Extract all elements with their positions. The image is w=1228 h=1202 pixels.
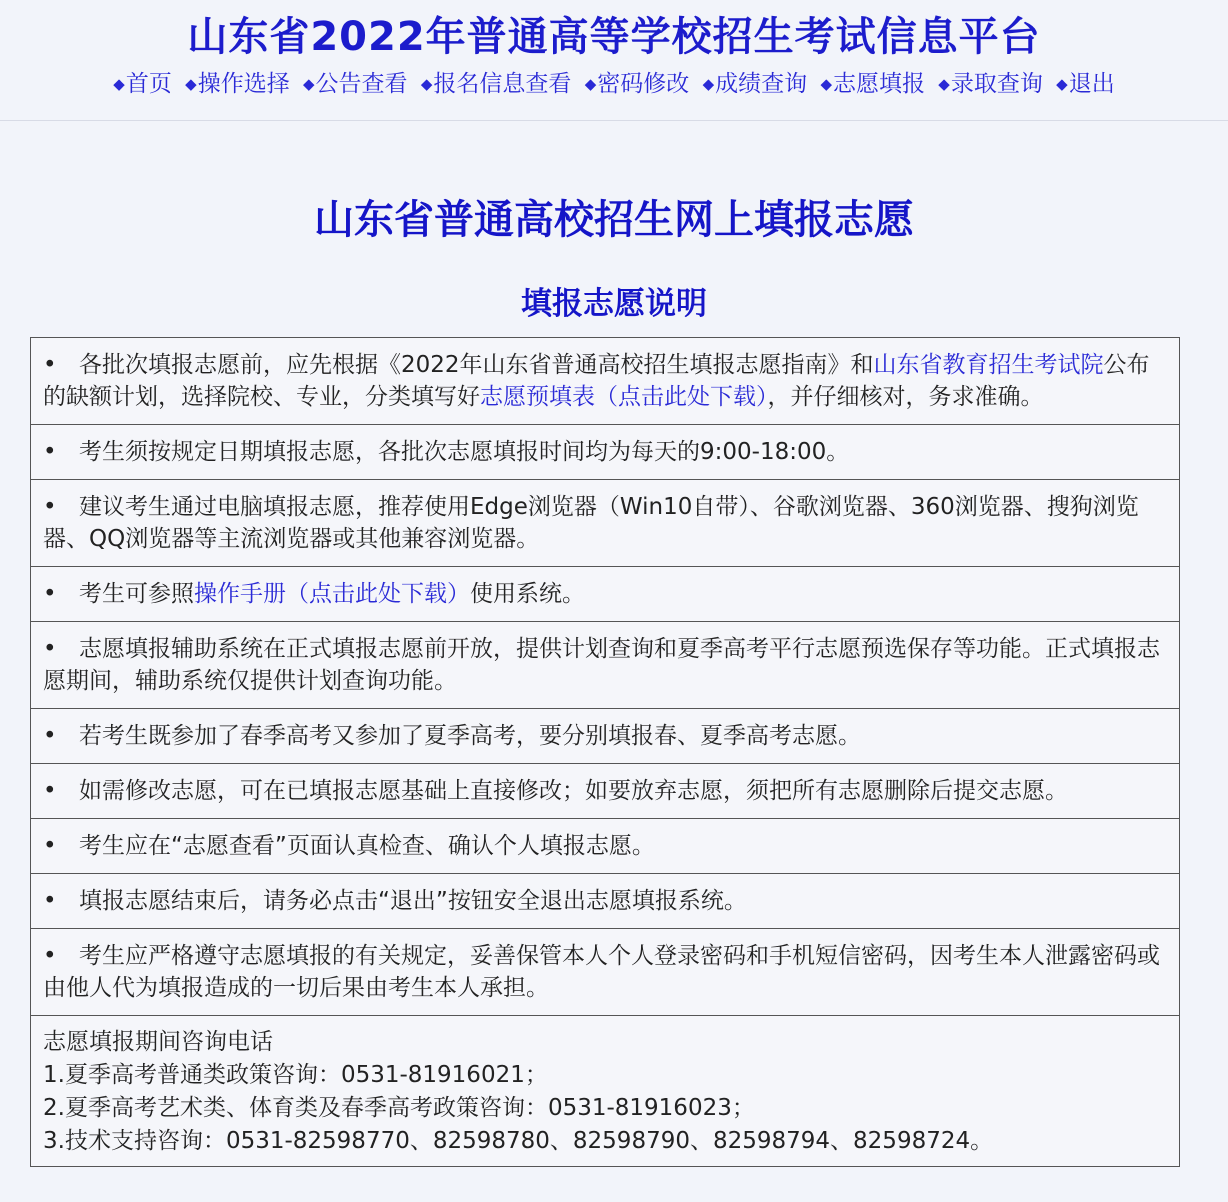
- exam-institute-link[interactable]: 山东省教育招生考试院: [873, 352, 1104, 378]
- notice-item: • 若考生既参加了春季高考又参加了夏季高考，要分别填报春、夏季高考志愿。: [31, 709, 1179, 764]
- list-bullet-icon: •: [43, 943, 57, 969]
- bullet-icon: ◆: [185, 75, 197, 93]
- list-bullet-icon: •: [43, 888, 57, 914]
- section-title: 填报志愿说明: [521, 286, 707, 322]
- contact-heading: 志愿填报期间咨询电话: [43, 1029, 273, 1055]
- list-bullet-icon: •: [43, 833, 57, 859]
- contact-line: 2.夏季高考艺术类、体育类及春季高考政策咨询：0531-81916023；: [43, 1095, 755, 1121]
- contact-line: 1.夏季高考普通类政策咨询：0531-81916021；: [43, 1062, 548, 1088]
- bullet-icon: ◆: [303, 75, 315, 93]
- site-title: 山东省2022年普通高等学校招生考试信息平台: [187, 14, 1041, 60]
- contact-info: [31, 1016, 1179, 1166]
- list-bullet-icon: •: [43, 636, 57, 662]
- list-bullet-icon: •: [43, 494, 57, 520]
- notice-item: • 考生须按规定日期填报志愿，各批次志愿填报时间均为每天的9:00-18:00。: [31, 425, 1179, 480]
- nav-application[interactable]: ◆志愿填报: [820, 71, 925, 97]
- bullet-icon: ◆: [820, 75, 832, 93]
- bullet-icon: ◆: [113, 75, 125, 93]
- nav-operation-select[interactable]: ◆操作选择: [185, 71, 290, 97]
- bullet-icon: ◆: [938, 75, 950, 93]
- list-bullet-icon: •: [43, 352, 57, 378]
- list-bullet-icon: •: [43, 723, 57, 749]
- bullet-icon: ◆: [584, 75, 597, 93]
- nav-home[interactable]: ◆首页: [113, 71, 172, 97]
- notice-item: • 建议考生通过电脑填报志愿，推荐使用Edge浏览器（Win10自带）、谷歌浏览器、360浏览器、搜狗浏览器、QQ浏览器等主流浏览器或其他兼容浏览器。: [31, 480, 1179, 567]
- notice-item: • 各批次填报志愿前，应先根据《2022年山东省普通高校招生填报志愿指南》和山东省教育招生考试院公布的缺额计划，选择院校、专业，分类填写好志愿预填表（点击此处下载），并仔细核对，务求准确。: [31, 338, 1179, 425]
- page-title: 山东省普通高校招生网上填报志愿: [314, 197, 914, 243]
- bullet-icon: ◆: [420, 75, 433, 93]
- nav-logout[interactable]: ◆退出: [1056, 71, 1115, 97]
- contact-line: 3.技术支持咨询：0531-82598770、82598780、82598790、82598794、82598724。: [43, 1128, 994, 1154]
- nav-password-change[interactable]: ◆密码修改: [584, 71, 690, 97]
- main-nav: [0, 68, 1228, 100]
- notice-item: • 考生应严格遵守志愿填报的有关规定，妥善保管本人个人登录密码和手机短信密码，因考生本人泄露密码或由他人代为填报造成的一切后果由考生本人承担。: [31, 929, 1179, 1016]
- list-bullet-icon: •: [43, 581, 57, 607]
- notice-item: • 考生可参照操作手册（点击此处下载）使用系统。: [31, 567, 1179, 622]
- nav-score-query[interactable]: ◆成绩查询: [702, 71, 808, 97]
- notice-item: • 填报志愿结束后，请务必点击“退出”按钮安全退出志愿填报系统。: [31, 874, 1179, 929]
- nav-admission-query[interactable]: ◆录取查询: [938, 71, 1043, 97]
- nav-registration-info[interactable]: ◆报名信息查看: [420, 71, 572, 97]
- notice-item: • 如需修改志愿，可在已填报志愿基础上直接修改；如要放弃志愿，须把所有志愿删除后提交志愿。: [31, 764, 1179, 819]
- list-bullet-icon: •: [43, 439, 57, 465]
- manual-download-link[interactable]: 操作手册（点击此处下载）: [194, 581, 470, 607]
- list-bullet-icon: •: [43, 778, 57, 804]
- notice-table: [30, 337, 1180, 1167]
- notice-item: • 考生应在“志愿查看”页面认真检查、确认个人填报志愿。: [31, 819, 1179, 874]
- notice-item: • 志愿填报辅助系统在正式填报志愿前开放，提供计划查询和夏季高考平行志愿预选保存等功能。正式填报志愿期间，辅助系统仅提供计划查询功能。: [31, 622, 1179, 709]
- bullet-icon: ◆: [702, 75, 715, 93]
- site-header: [0, 0, 1228, 121]
- bullet-icon: ◆: [1056, 75, 1068, 93]
- prefill-form-download-link[interactable]: 志愿预填表（点击此处下载）: [480, 384, 768, 410]
- nav-announcements[interactable]: ◆公告查看: [303, 71, 408, 97]
